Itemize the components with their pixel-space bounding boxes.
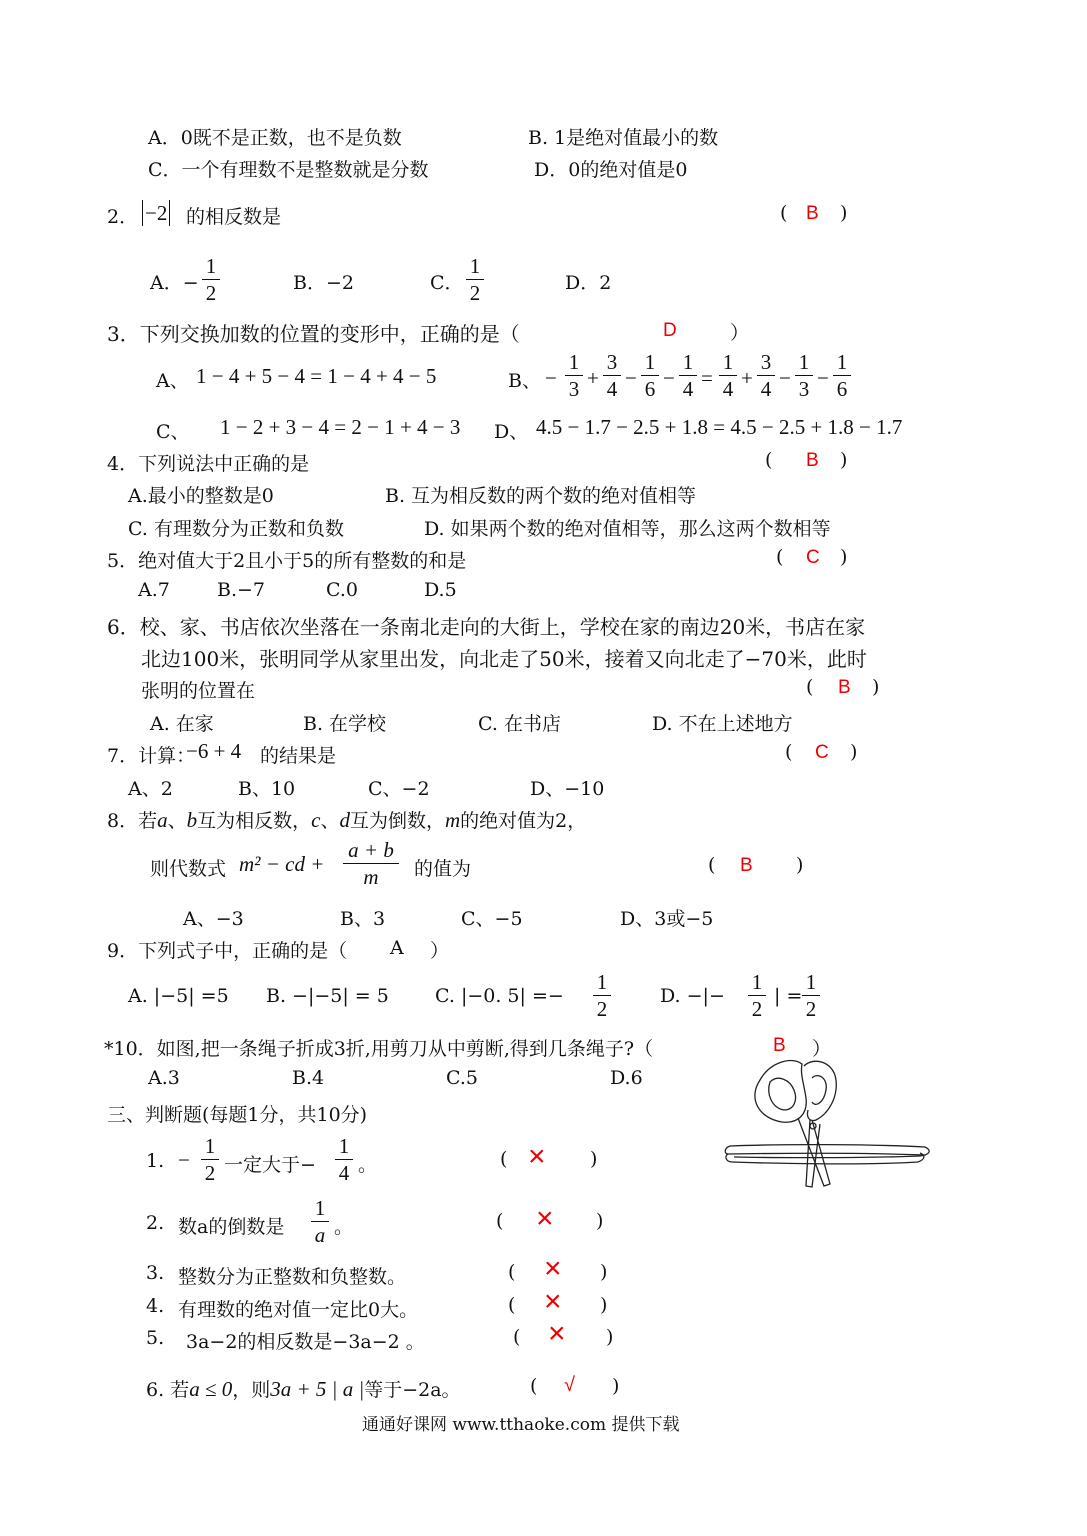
q2-stem: 的相反数是 <box>186 206 282 228</box>
q5-option-b: B.−7 <box>217 579 266 601</box>
q7-option-a: A、2 <box>128 778 173 800</box>
q5-paren-open: ( <box>776 546 784 568</box>
fraction-1-6: 1 6 <box>641 350 659 401</box>
q8-fraction: a + b m <box>343 838 399 889</box>
q6-line-1: 6．校、家、书店依次坐落在一条南北走向的大街上，学校在家的南边20米，书店在家 <box>107 615 866 639</box>
q5-answer: C <box>806 547 820 568</box>
q8-paren-close: ) <box>796 854 804 876</box>
q8-paren-open: ( <box>708 854 716 876</box>
judge-item-1-fraction-2: 1 4 <box>335 1134 353 1185</box>
q3-stem: 3．下列交换加数的位置的变形中，正确的是（ <box>107 322 520 346</box>
q6-option-b: B. 在学校 <box>303 713 387 735</box>
q10-option-b: B.4 <box>292 1067 325 1089</box>
judge-item-3-paren-open: ( <box>508 1261 516 1283</box>
q7-option-c: C、−2 <box>368 778 430 800</box>
judge-item-6-condition: a ≤ 0 <box>189 1377 233 1401</box>
stem-part: 的绝对值为2， <box>460 810 587 832</box>
judge-item-4-number: 4. <box>146 1295 165 1317</box>
minus-sign: − <box>625 366 637 390</box>
q4-option-c: C. 有理数分为正数和负数 <box>128 518 344 540</box>
judge-item-6-mid: ，则 <box>232 1379 271 1401</box>
q2-paren-open: ( <box>780 202 788 224</box>
judge-item-6-expression: 3a + 5 | a | <box>270 1377 365 1401</box>
q9-answer: A <box>390 937 404 959</box>
judge-item-2-paren-open: ( <box>496 1210 504 1232</box>
plus-sign: + <box>741 366 753 390</box>
q7-paren-open: ( <box>785 741 793 763</box>
judge-item-6 <box>146 1375 461 1402</box>
q4-answer: B <box>806 450 819 471</box>
judge-item-1-mark: × <box>528 1140 546 1173</box>
q4-stem: 4．下列说法中正确的是 <box>107 453 310 475</box>
judge-item-5-number: 5. <box>146 1327 165 1349</box>
fraction-1-3: 1 3 <box>795 350 813 401</box>
separator: 、 <box>320 810 340 832</box>
stem-part: 互为倒数， <box>349 810 445 832</box>
q6-answer: B <box>838 677 851 698</box>
q2-option-c: C． <box>430 272 464 294</box>
judge-item-6-mark: √ <box>564 1374 575 1396</box>
var-c: c <box>311 808 321 832</box>
q9-option-c-fraction: 1 2 <box>593 970 611 1021</box>
q5-paren-close: ) <box>840 546 848 568</box>
judge-item-6-end: 等于−2a。 <box>364 1379 461 1401</box>
minus-sign: − <box>545 366 557 390</box>
q9-option-d-fraction-1: 1 2 <box>748 970 766 1021</box>
q4-paren-open: ( <box>765 449 773 471</box>
q5-option-a: A.7 <box>138 579 170 601</box>
q3-option-d-expr: 4.5 − 1.7 − 2.5 + 1.8 = 4.5 − 2.5 + 1.8 − 1.7 <box>536 415 903 439</box>
q8-option-c: C、−5 <box>461 908 523 930</box>
section-3-heading: 三、判断题(每题1分，共10分) <box>107 1104 368 1126</box>
q8-option-d: D、3或−5 <box>620 908 714 930</box>
judge-item-1-minus: − <box>178 1148 190 1172</box>
q5-stem: 5．绝对值大于2且小于5的所有整数的和是 <box>107 550 467 572</box>
fraction-1-4: 1 4 <box>719 350 737 401</box>
q7-stem: 7．计算： <box>107 745 196 767</box>
q6-option-d: D. 不在上述地方 <box>652 713 793 735</box>
q6-line-3: 张明的位置在 <box>141 680 256 702</box>
judge-item-2-fraction: 1 a <box>311 1196 329 1247</box>
q7-option-b: B、10 <box>238 778 296 800</box>
q6-option-c: C. 在书店 <box>478 713 561 735</box>
judge-item-1-number: 1. <box>146 1150 165 1172</box>
q9-option-d-fraction-2: 1 2 <box>802 970 820 1021</box>
q9-option-c: C. |−0. 5| =− <box>435 985 564 1007</box>
judge-item-5-paren-open: ( <box>513 1326 521 1348</box>
q10-option-c: C.5 <box>446 1067 478 1089</box>
q4-option-b: B. 互为相反数的两个数的绝对值相等 <box>385 485 697 507</box>
q2-option-a-fraction: 1 2 <box>202 254 220 305</box>
q6-option-a: A. 在家 <box>150 713 214 735</box>
q10-stem: *10．如图,把一条绳子折成3折,用剪刀从中剪断,得到几条绳子?（ <box>104 1038 654 1060</box>
q1-option-c: C．一个有理数不是整数就是分数 <box>148 159 429 181</box>
q4-option-a: A.最小的整数是0 <box>128 485 274 507</box>
q9-option-d-mid: | = <box>774 985 803 1007</box>
fraction-1-4: 1 4 <box>679 350 697 401</box>
judge-item-2-mark: × <box>536 1202 554 1235</box>
q7-option-d: D、−10 <box>530 778 605 800</box>
judge-item-4-paren-close: ) <box>600 1294 608 1316</box>
q9-option-a: A. |−5| =5 <box>128 985 229 1007</box>
var-m: m <box>444 808 461 832</box>
q3-option-d-label: D、 <box>494 421 529 443</box>
q8-answer: B <box>740 855 753 876</box>
judge-item-4-mark: × <box>544 1285 562 1318</box>
judge-item-1-end: 。 <box>358 1154 378 1176</box>
q2-answer: B <box>806 203 819 224</box>
q2-option-b: B．−2 <box>293 272 354 294</box>
fraction-1-3: 1 3 <box>565 350 583 401</box>
q6-line-2: 北边100米，张明同学从家里出发，向北走了50米，接着又向北走了−70米，此时 <box>141 647 867 671</box>
q10-option-d: D.6 <box>610 1067 643 1089</box>
judge-item-3-mark: × <box>544 1252 562 1285</box>
q9-paren-close: ） <box>430 940 450 962</box>
q8-line2-suffix: 的值为 <box>414 858 472 880</box>
q9-stem: 9．下列式子中，正确的是（ <box>107 940 348 962</box>
q10-option-a: A.3 <box>148 1067 180 1089</box>
q6-paren-close: ) <box>872 676 880 698</box>
q10-answer: B <box>773 1035 786 1056</box>
q8-line2-prefix: 则代数式 <box>150 858 227 880</box>
q1-option-b: B. 1是绝对值最小的数 <box>528 127 719 149</box>
q3-answer: D <box>663 320 677 341</box>
q4-option-d: D. 如果两个数的绝对值相等，那么这两个数相等 <box>424 518 831 540</box>
judge-item-2-number: 2. <box>146 1212 165 1234</box>
q3-option-c-expr: 1 − 2 + 3 − 4 = 2 − 1 + 4 − 3 <box>220 415 461 439</box>
fraction-3-4: 3 4 <box>603 350 621 401</box>
q3-option-a-label: A、 <box>156 370 189 392</box>
plus-sign: + <box>587 366 599 390</box>
q1-option-d: D．0的绝对值是0 <box>534 159 688 181</box>
judge-item-3-text: 整数分为正整数和负整数。 <box>178 1266 407 1288</box>
q2-number: 2． <box>107 206 139 228</box>
q2-option-c-fraction: 1 2 <box>466 254 484 305</box>
var-d: d <box>339 808 350 832</box>
q8-stem <box>107 806 586 833</box>
judge-item-1-fraction-1: 1 2 <box>201 1134 219 1185</box>
judge-item-6-number: 6. <box>146 1379 165 1401</box>
q7-paren-close: ) <box>850 741 858 763</box>
q3-option-a-expr: 1 − 4 + 5 − 4 = 1 − 4 + 4 − 5 <box>196 364 437 388</box>
q8-option-b: B、3 <box>340 908 386 930</box>
judge-item-1-paren-close: ) <box>590 1148 598 1170</box>
var-a: a <box>157 808 168 832</box>
fraction-1-6: 1 6 <box>833 350 851 401</box>
q7-answer: C <box>815 742 829 763</box>
judge-item-3-paren-close: ) <box>600 1261 608 1283</box>
q5-option-c: C.0 <box>326 579 358 601</box>
judge-item-5-text: 3a−2的相反数是−3a−2 。 <box>186 1331 425 1353</box>
q8-option-a: A、−3 <box>183 908 244 930</box>
judge-item-6-paren-open: ( <box>530 1375 538 1397</box>
judge-item-2-text: 数a的倒数是 <box>178 1216 285 1238</box>
q8-number: 8．若 <box>107 810 158 832</box>
q1-option-a: A．0既不是正数，也不是负数 <box>148 127 402 149</box>
q7-stem-end: 的结果是 <box>260 745 337 767</box>
judge-item-5-paren-close: ) <box>606 1326 614 1348</box>
q2-option-a: A．− <box>150 272 199 294</box>
q2-abs-expression: −2 <box>142 200 170 226</box>
q9-option-d-prefix: D. −|− <box>660 985 725 1007</box>
separator: 、 <box>167 810 187 832</box>
page-footer: 通通好课网 www.tthaoke.com 提供下载 <box>362 1415 680 1435</box>
var-b: b <box>186 808 198 832</box>
q9-option-b: B. −|−5| = 5 <box>266 985 389 1007</box>
q7-expression: −6 + 4 <box>186 739 242 763</box>
q3-option-c-label: C、 <box>156 421 190 443</box>
q3-paren-close: ） <box>730 322 750 344</box>
judge-item-2-paren-close: ) <box>596 1210 604 1232</box>
q8-expression: m² − cd + <box>239 852 325 876</box>
equals-sign: = <box>701 366 713 390</box>
minus-sign: − <box>779 366 791 390</box>
judge-item-4-text: 有理数的绝对值一定比0大。 <box>178 1299 419 1321</box>
q3-option-b-label: B、 <box>508 370 541 392</box>
minus-sign: − <box>817 366 829 390</box>
judge-item-1-paren-open: ( <box>500 1148 508 1170</box>
q5-option-d: D.5 <box>424 579 457 601</box>
judge-item-6-prefix: 若 <box>170 1379 190 1401</box>
judge-item-4-paren-open: ( <box>508 1294 516 1316</box>
q10-paren-close: ） <box>812 1038 832 1060</box>
scissors-rope-illustration <box>720 1058 935 1190</box>
q4-paren-close: ) <box>840 449 848 471</box>
judge-item-1-text: 一定大于− <box>224 1154 316 1176</box>
judge-item-2-end: 。 <box>334 1216 354 1238</box>
minus-sign: − <box>663 366 675 390</box>
judge-item-6-paren-close: ) <box>612 1375 620 1397</box>
stem-part: 互为相反数， <box>197 810 312 832</box>
q6-paren-open: ( <box>806 676 814 698</box>
fraction-3-4: 3 4 <box>757 350 775 401</box>
judge-item-5-mark: × <box>548 1317 566 1350</box>
judge-item-3-number: 3. <box>146 1262 165 1284</box>
q2-paren-close: ) <box>840 202 848 224</box>
q2-option-d: D．2 <box>565 272 612 294</box>
